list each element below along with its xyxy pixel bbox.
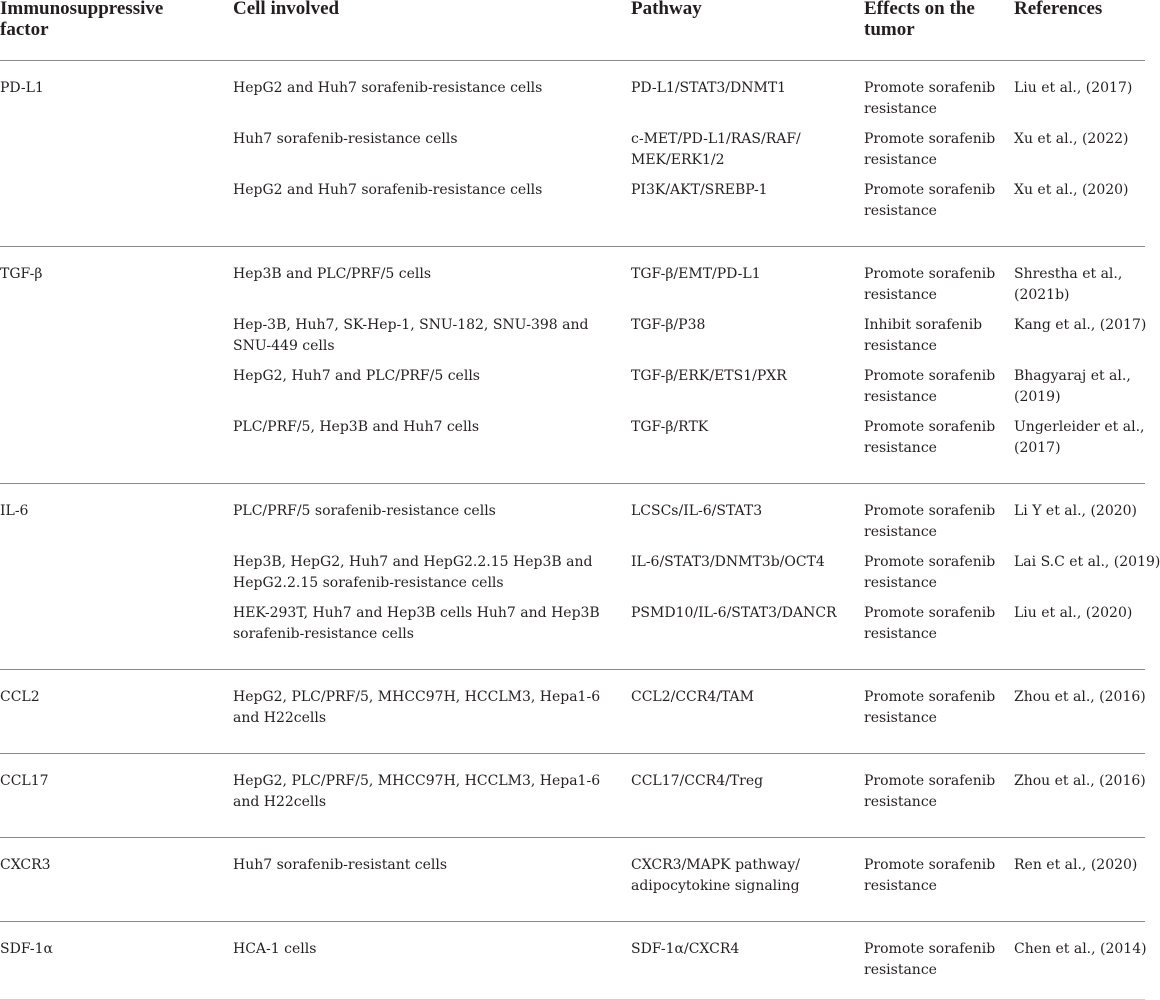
table-row bbox=[0, 315, 1145, 366]
cell-effect: Promote sorafenib resistance bbox=[864, 266, 996, 303]
table-header bbox=[0, 0, 1145, 61]
header-references: References bbox=[1014, 0, 1103, 19]
table-row bbox=[0, 603, 1145, 649]
cell-effect: Promote sorafenib resistance bbox=[864, 503, 996, 540]
cell-factor: IL-6 bbox=[0, 503, 29, 519]
cell-pathway: CCL2/CCR4/TAM bbox=[631, 689, 754, 705]
table-group bbox=[0, 754, 1145, 838]
header-effects: Effects on the tumor bbox=[864, 0, 975, 40]
table-group bbox=[0, 838, 1145, 922]
cell-pathway: CCL17/CCR4/Treg bbox=[631, 773, 764, 789]
cell-factor: TGF-β bbox=[0, 266, 43, 282]
cell-pathway: PSMD10/IL-6/STAT3/DANCR bbox=[631, 605, 837, 621]
cell-pathway: PI3K/AKT/SREBP-1 bbox=[631, 182, 768, 198]
cell-reference: Chen et al., (2014) bbox=[1014, 941, 1147, 957]
table-body bbox=[0, 61, 1160, 1000]
cell-cells-involved: HCA-1 cells bbox=[233, 941, 317, 957]
cell-effect: Promote sorafenib resistance bbox=[864, 368, 996, 405]
cell-cells-involved: Hep3B and PLC/PRF/5 cells bbox=[233, 266, 432, 282]
header-pathway: Pathway bbox=[631, 0, 702, 19]
cell-pathway: TGF-β/P38 bbox=[631, 317, 706, 333]
table-row bbox=[0, 264, 1145, 315]
cell-cells-involved: HepG2, PLC/PRF/5, MHCC97H, HCCLM3, Hepa1-6 and H22cells bbox=[233, 773, 601, 810]
cell-effect: Promote sorafenib resistance bbox=[864, 857, 996, 894]
cell-pathway: TGF-β/ERK/ETS1/PXR bbox=[631, 368, 787, 384]
cell-cells-involved: PLC/PRF/5, Hep3B and Huh7 cells bbox=[233, 419, 480, 435]
cell-pathway: IL-6/STAT3/DNMT3b/OCT4 bbox=[631, 554, 825, 570]
cell-factor: PD-L1 bbox=[0, 80, 44, 96]
cell-effect: Promote sorafenib resistance bbox=[864, 605, 996, 642]
cell-cells-involved: HepG2 and Huh7 sorafenib-resistance cells bbox=[233, 80, 543, 96]
cell-cells-involved: HEK-293T, Huh7 and Hep3B cells Huh7 and Hep3B sorafenib-resistance cells bbox=[233, 605, 600, 642]
cell-effect: Promote sorafenib resistance bbox=[864, 689, 996, 726]
cell-reference: Zhou et al., (2016) bbox=[1014, 773, 1146, 789]
cell-cells-involved: PLC/PRF/5 sorafenib-resistance cells bbox=[233, 503, 496, 519]
table-row bbox=[0, 129, 1145, 180]
cell-factor: CCL2 bbox=[0, 689, 40, 705]
cell-pathway: LCSCs/IL-6/STAT3 bbox=[631, 503, 763, 519]
table-row bbox=[0, 78, 1145, 129]
table-row bbox=[0, 417, 1145, 463]
table-row bbox=[0, 771, 1145, 817]
cell-reference: Li Y et al., (2020) bbox=[1014, 503, 1138, 519]
cell-pathway: TGF-β/EMT/PD-L1 bbox=[631, 266, 761, 282]
cell-factor: SDF-1α bbox=[0, 941, 53, 957]
cell-reference: Xu et al., (2020) bbox=[1014, 182, 1129, 198]
cell-reference: Ren et al., (2020) bbox=[1014, 857, 1138, 873]
cell-reference: Bhagyaraj et al., (2019) bbox=[1014, 368, 1131, 405]
table-row bbox=[0, 687, 1145, 733]
cell-reference: Ungerleider et al., (2017) bbox=[1014, 419, 1145, 456]
table-row bbox=[0, 501, 1145, 552]
cell-effect: Promote sorafenib resistance bbox=[864, 773, 996, 810]
cell-pathway: c-MET/PD-L1/RAS/RAF/ MEK/ERK1/2 bbox=[631, 131, 801, 168]
cell-factor: CXCR3 bbox=[0, 857, 51, 873]
cell-effect: Promote sorafenib resistance bbox=[864, 131, 996, 168]
table-row bbox=[0, 180, 1145, 226]
cell-effect: Promote sorafenib resistance bbox=[864, 554, 996, 591]
cell-reference: Shrestha et al., (2021b) bbox=[1014, 266, 1123, 303]
cell-cells-involved: Hep3B, HepG2, Huh7 and HepG2.2.15 Hep3B and HepG2.2.15 sorafenib-resistance cells bbox=[233, 554, 593, 591]
table-group bbox=[0, 670, 1145, 754]
cell-effect: Promote sorafenib resistance bbox=[864, 419, 996, 456]
table-group bbox=[0, 61, 1145, 247]
header-cell-involved: Cell involved bbox=[233, 0, 340, 19]
table-group bbox=[0, 484, 1160, 670]
cell-factor: CCL17 bbox=[0, 773, 49, 789]
cell-effect: Inhibit sorafenib resistance bbox=[864, 317, 983, 354]
table-row bbox=[0, 552, 1160, 603]
cell-effect: Promote sorafenib resistance bbox=[864, 941, 996, 978]
cell-effect: Promote sorafenib resistance bbox=[864, 182, 996, 219]
cell-cells-involved: HepG2, Huh7 and PLC/PRF/5 cells bbox=[233, 368, 480, 384]
table-row bbox=[0, 366, 1145, 417]
table-group bbox=[0, 922, 1145, 1000]
cell-cells-involved: Huh7 sorafenib-resistant cells bbox=[233, 857, 448, 873]
cell-reference: Liu et al., (2020) bbox=[1014, 605, 1133, 621]
cell-cells-involved: Huh7 sorafenib-resistance cells bbox=[233, 131, 458, 147]
cell-reference: Lai S.C et al., (2019) bbox=[1014, 554, 1160, 570]
cell-pathway: PD-L1/STAT3/DNMT1 bbox=[631, 80, 787, 96]
table-row bbox=[0, 855, 1145, 901]
cell-cells-involved: HepG2, PLC/PRF/5, MHCC97H, HCCLM3, Hepa1-6 and H22cells bbox=[233, 689, 601, 726]
cell-reference: Xu et al., (2022) bbox=[1014, 131, 1129, 147]
cell-reference: Liu et al., (2017) bbox=[1014, 80, 1133, 96]
header-factor: Immunosuppressive factor bbox=[0, 0, 164, 40]
cell-cells-involved: HepG2 and Huh7 sorafenib-resistance cells bbox=[233, 182, 543, 198]
table-group bbox=[0, 247, 1145, 484]
table-row bbox=[0, 939, 1145, 985]
cell-pathway: TGF-β/RTK bbox=[631, 419, 709, 435]
cell-effect: Promote sorafenib resistance bbox=[864, 80, 996, 117]
cell-reference: Kang et al., (2017) bbox=[1014, 317, 1147, 333]
cell-pathway: CXCR3/MAPK pathway/ adipocytokine signaling bbox=[631, 857, 800, 894]
cell-cells-involved: Hep-3B, Huh7, SK-Hep-1, SNU-182, SNU-398 and SNU-449 cells bbox=[233, 317, 589, 354]
cell-pathway: SDF-1α/CXCR4 bbox=[631, 941, 740, 957]
cell-reference: Zhou et al., (2016) bbox=[1014, 689, 1146, 705]
